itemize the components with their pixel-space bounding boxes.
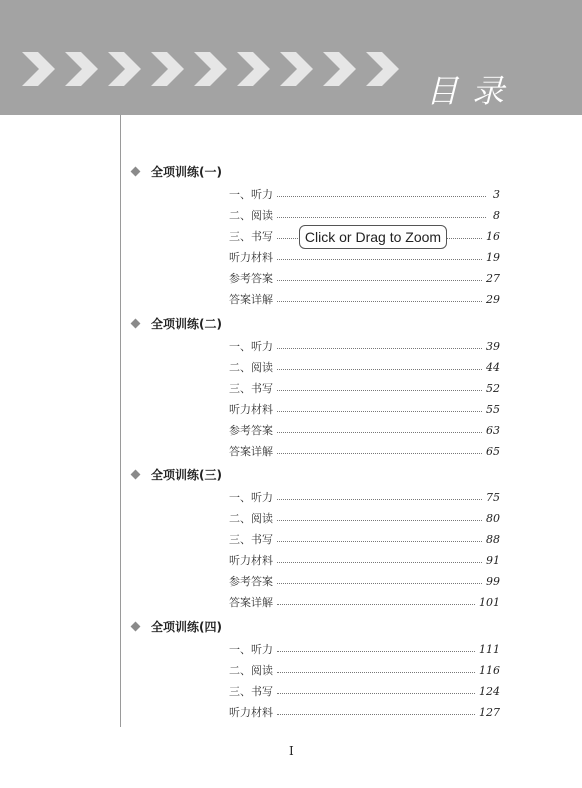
dot-leader: [277, 562, 482, 563]
chevron-icon: [280, 52, 313, 86]
toc-entry-page-number: 75: [486, 490, 500, 504]
toc-entry-label: 听力材料: [229, 706, 273, 719]
dot-leader: [277, 693, 475, 694]
toc-entry-label: 参考答案: [229, 272, 273, 285]
dot-leader: [277, 196, 486, 197]
chevron-icon: [151, 52, 184, 86]
toc-entry-page-number: 63: [486, 423, 500, 437]
toc-entry-label: 听力材料: [229, 403, 273, 416]
toc-entry-label: 答案详解: [229, 293, 273, 306]
toc-entry-page-number: 80: [486, 511, 500, 525]
toc-entry-label: 二、阅读: [229, 209, 273, 222]
toc-entry-page-number: 88: [486, 532, 500, 546]
section-title: 全项训练(三): [151, 467, 222, 482]
toc-entry-page-number: 116: [479, 663, 500, 677]
dot-leader: [277, 499, 482, 500]
toc-entry-label: 一、听力: [229, 188, 273, 201]
toc-entry-page-number: 52: [486, 381, 500, 395]
dot-leader: [277, 348, 482, 349]
toc-entry-label: 参考答案: [229, 575, 273, 588]
dot-leader: [277, 390, 482, 391]
toc-entry[interactable]: [229, 358, 500, 376]
chevron-icon: [22, 52, 55, 86]
toc-entry-page-number: 91: [486, 553, 500, 567]
toc-entry-label: 答案详解: [229, 445, 273, 458]
toc-entry-page-number: 39: [486, 339, 500, 353]
toc-entry[interactable]: [229, 551, 500, 569]
dot-leader: [277, 432, 482, 433]
toc-entry-page-number: 8: [493, 208, 500, 222]
section-title: 全项训练(一): [151, 164, 222, 179]
toc-entry[interactable]: [229, 442, 500, 460]
toc-entry[interactable]: [229, 703, 500, 721]
section-title: 全项训练(四): [151, 619, 222, 634]
chevron-arrows-decoration: [22, 52, 422, 86]
toc-entry-label: 一、听力: [229, 491, 273, 504]
chevron-icon: [323, 52, 356, 86]
dot-leader: [277, 541, 482, 542]
diamond-bullet-icon: [131, 621, 141, 631]
toc-entry-page-number: 44: [486, 360, 500, 374]
dot-leader: [277, 453, 482, 454]
dot-leader: [277, 651, 475, 652]
toc-entry[interactable]: [229, 379, 500, 397]
toc-entry[interactable]: [229, 248, 500, 266]
toc-entry-page-number: 3: [493, 187, 500, 201]
diamond-bullet-icon: [131, 166, 141, 176]
dot-leader: [277, 604, 475, 605]
toc-entry-page-number: 65: [486, 444, 500, 458]
dot-leader: [277, 280, 482, 281]
dot-leader: [277, 583, 482, 584]
dot-leader: [277, 217, 486, 218]
dot-leader: [277, 411, 482, 412]
toc-entry-page-number: 99: [486, 574, 500, 588]
section-title: 全项训练(二): [151, 316, 222, 331]
toc-entry-label: 一、听力: [229, 340, 273, 353]
zoom-overlay-button[interactable]: Click or Drag to Zoom: [299, 225, 447, 249]
toc-entry-label: 听力材料: [229, 554, 273, 567]
toc-entry[interactable]: [229, 185, 500, 203]
chevron-icon: [237, 52, 270, 86]
toc-entry[interactable]: [229, 509, 500, 527]
toc-entry-label: 三、书写: [229, 382, 273, 395]
chevron-icon: [366, 52, 399, 86]
toc-entry-label: 听力材料: [229, 251, 273, 264]
toc-entry-label: 参考答案: [229, 424, 273, 437]
chevron-icon: [65, 52, 98, 86]
toc-entry[interactable]: [229, 290, 500, 308]
toc-entry[interactable]: [229, 682, 500, 700]
toc-section-heading: [130, 313, 222, 333]
toc-entry[interactable]: [229, 337, 500, 355]
toc-section-heading: [130, 161, 222, 181]
toc-entry-label: 二、阅读: [229, 361, 273, 374]
toc-entry[interactable]: [229, 400, 500, 418]
toc-entry-page-number: 55: [486, 402, 500, 416]
dot-leader: [277, 672, 475, 673]
toc-entry[interactable]: [229, 206, 500, 224]
toc-entry[interactable]: [229, 593, 500, 611]
toc-entry-page-number: 124: [479, 684, 500, 698]
toc-entry-label: 答案详解: [229, 596, 273, 609]
toc-entry-page-number: 29: [486, 292, 500, 306]
toc-entry[interactable]: [229, 572, 500, 590]
toc-entry-label: 三、书写: [229, 685, 273, 698]
margin-rule: [120, 115, 121, 727]
toc-entry-page-number: 16: [486, 229, 500, 243]
diamond-bullet-icon: [131, 318, 141, 328]
toc-section-heading: [130, 464, 222, 484]
toc-entry[interactable]: [229, 421, 500, 439]
toc-entry-label: 二、阅读: [229, 512, 273, 525]
dot-leader: [277, 301, 482, 302]
toc-entry-page-number: 111: [479, 642, 500, 656]
chevron-icon: [108, 52, 141, 86]
toc-entry[interactable]: [229, 530, 500, 548]
chevron-icon: [194, 52, 227, 86]
toc-entry-label: 一、听力: [229, 643, 273, 656]
toc-entry-page-number: 101: [479, 595, 500, 609]
header-banner: [0, 0, 582, 115]
toc-entry[interactable]: [229, 488, 500, 506]
toc-entry[interactable]: [229, 269, 500, 287]
diamond-bullet-icon: [131, 469, 141, 479]
toc-entry[interactable]: [229, 661, 500, 679]
toc-entry-page-number: 19: [486, 250, 500, 264]
dot-leader: [277, 520, 482, 521]
toc-entry-label: 三、书写: [229, 230, 273, 243]
toc-entry-label: 二、阅读: [229, 664, 273, 677]
toc-entry-page-number: 27: [486, 271, 500, 285]
dot-leader: [277, 714, 475, 715]
footer-page-number: I: [289, 744, 294, 758]
toc-entry-page-number: 127: [479, 705, 500, 719]
toc-section-heading: [130, 616, 222, 636]
dot-leader: [277, 259, 482, 260]
dot-leader: [277, 369, 482, 370]
toc-entry[interactable]: [229, 640, 500, 658]
page-title: 目录: [425, 72, 518, 110]
toc-entry-label: 三、书写: [229, 533, 273, 546]
